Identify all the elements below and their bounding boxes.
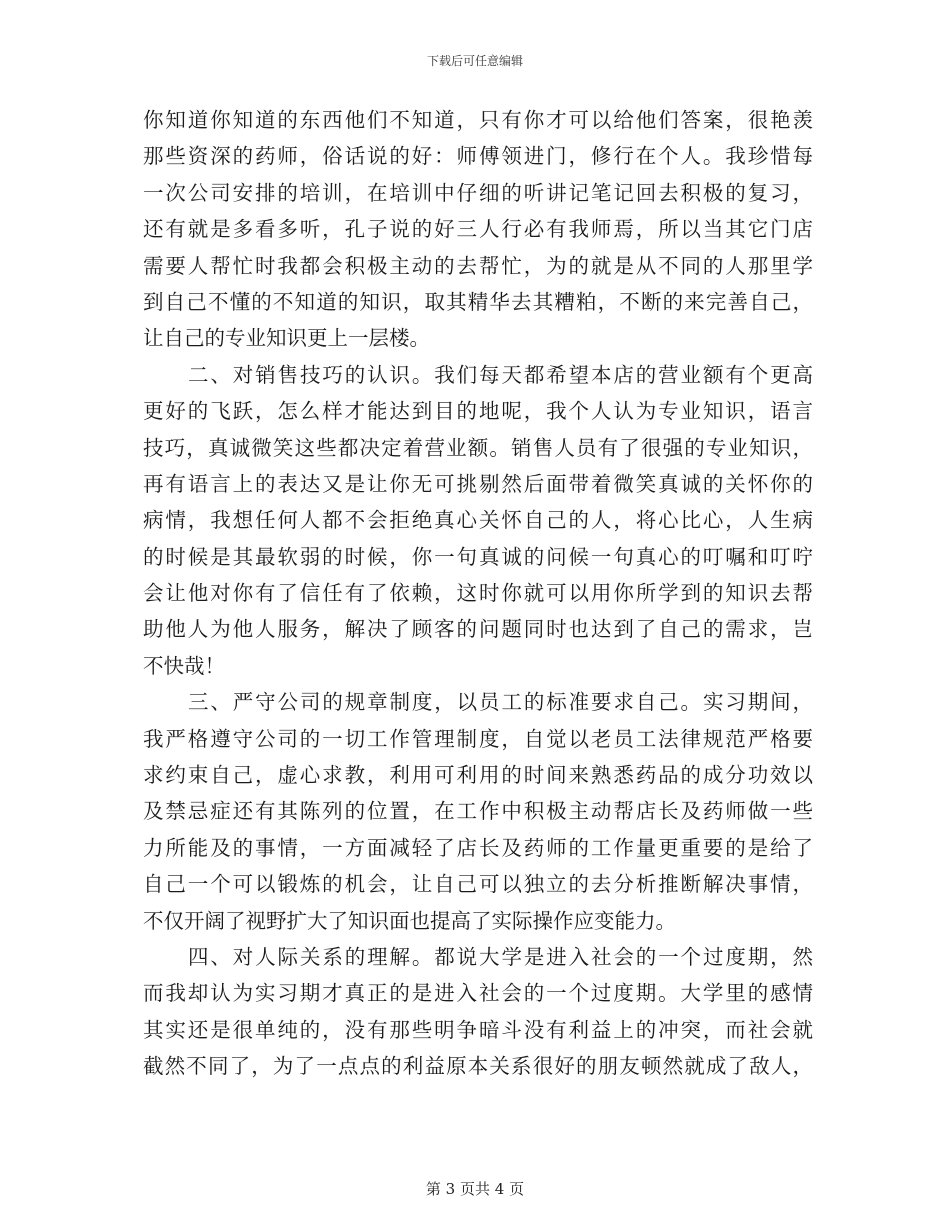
text-line: 需要人帮忙时我都会积极主动的去帮忙，为的就是从不同的人那里学 xyxy=(143,253,813,278)
text-line: 让自己的专业知识更上一层楼。 xyxy=(143,326,430,351)
text-line: 还有就是多看多听，孔子说的好三人行必有我师焉，所以当其它门店 xyxy=(143,217,813,242)
text-line: 你知道你知道的东西他们不知道，只有你才可以给他们答案，很艳羡 xyxy=(143,108,813,132)
text-line: 求约束自己，虚心求教，利用可利用的时间来熟悉药品的成分功效以 xyxy=(143,763,813,788)
text-line: 一次公司安排的培训，在培训中仔细的听讲记笔记回去积极的复习， xyxy=(143,180,813,205)
paragraph-heading-line: 三、严守公司的规章制度，以员工的标准要求自己。实习期间， xyxy=(188,690,813,715)
text-line: 不快哉！ xyxy=(143,653,225,678)
page-header: 下载后可任意编辑 xyxy=(426,54,523,68)
text-line: 技巧，真诚微笑这些都决定着营业额。销售人员有了很强的专业知识， xyxy=(143,435,813,460)
text-line: 截然不同了，为了一点点的利益原本关系很好的朋友顿然就成了敌人， xyxy=(143,1054,813,1079)
text-line: 会让他对你有了信任有了依赖，这时你就可以用你所学到的知识去帮 xyxy=(143,581,813,606)
text-line: 力所能及的事情，一方面减轻了店长及药师的工作量更重要的是给了 xyxy=(143,835,813,860)
text-line: 其实还是很单纯的，没有那些明争暗斗没有利益上的冲突，而社会就 xyxy=(143,1017,813,1042)
document-body xyxy=(143,102,813,1085)
text-line: 到自己不懂的不知道的知识，取其精华去其糟粕，不断的来完善自己， xyxy=(143,289,813,314)
paragraph-heading-line: 二、对销售技巧的认识。我们每天都希望本店的营业额有个更高 xyxy=(188,362,813,387)
page-number-footer: 第 3 页共 4 页 xyxy=(425,1180,525,1198)
text-line: 不仅开阔了视野扩大了知识面也提高了实际操作应变能力。 xyxy=(143,908,676,933)
text-line: 我严格遵守公司的一切工作管理制度，自觉以老员工法律规范严格要 xyxy=(143,726,813,751)
text-line: 而我却认为实习期才真正的是进入社会的一个过度期。大学里的感情 xyxy=(143,981,813,1006)
text-line: 病情，我想任何人都不会拒绝真心关怀自己的人，将心比心，人生病 xyxy=(143,508,813,533)
text-line: 再有语言上的表达又是让你无可挑剔然后面带着微笑真诚的关怀你的 xyxy=(143,471,813,496)
paragraph-heading-line: 四、对人际关系的理解。都说大学是进入社会的一个过度期，然 xyxy=(188,944,813,969)
text-line: 的时候是其最软弱的时候，你一句真诚的问候一句真心的叮嘱和叮咛 xyxy=(143,544,813,569)
text-line: 更好的飞跃，怎么样才能达到目的地呢，我个人认为专业知识，语言 xyxy=(143,399,813,424)
text-line: 那些资深的药师，俗话说的好：师傅领进门，修行在个人。我珍惜每 xyxy=(143,144,813,169)
text-line: 及禁忌症还有其陈列的位置，在工作中积极主动帮店长及药师做一些 xyxy=(143,799,813,824)
text-line: 自己一个可以锻炼的机会，让自己可以独立的去分析推断解决事情， xyxy=(143,872,813,897)
text-line: 助他人为他人服务，解决了顾客的问题同时也达到了自己的需求，岂 xyxy=(143,617,813,642)
